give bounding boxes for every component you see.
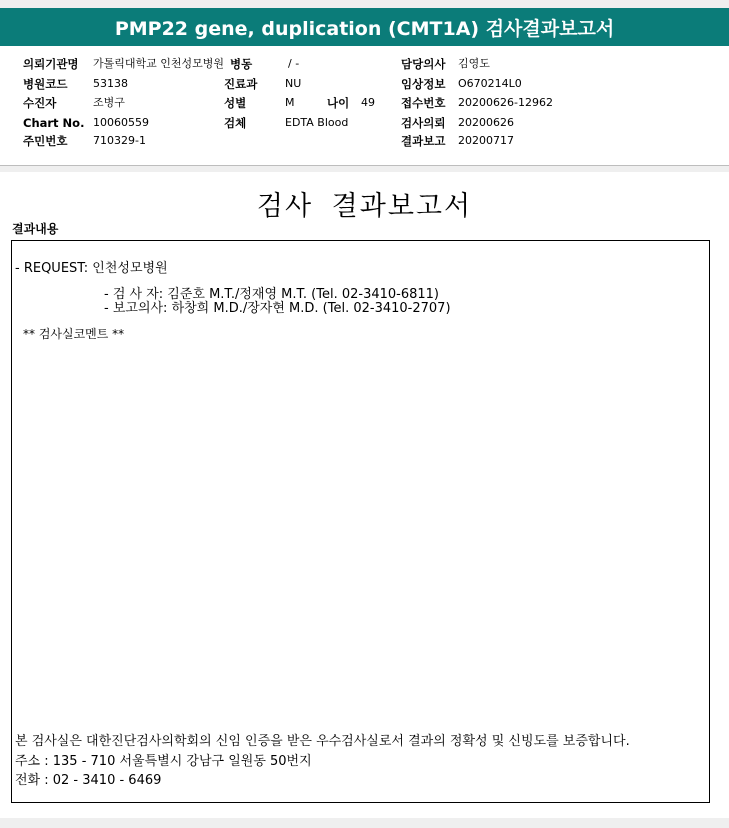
lab-phone: 전화 : 02 - 3410 - 6469 [15, 773, 162, 788]
result-section-label: 결과내용 [12, 222, 59, 236]
patient-name-value: 조병구 [93, 96, 125, 109]
report-sheet [0, 172, 729, 818]
ward-field [230, 57, 300, 72]
age-field [327, 96, 375, 111]
age-value: 49 [361, 96, 375, 109]
reporter-line: - 보고의사: 하창희 M.D./장자현 M.D. (Tel. 02-3410-2707) [104, 301, 451, 316]
request-date-label: 검사의뢰 [401, 116, 446, 130]
department-label: 진료과 [224, 77, 258, 91]
examiner-line: - 검 사 자: 김준호 M.T./정재영 M.T. (Tel. 02-3410-6811) [104, 287, 439, 302]
request-date-field [401, 116, 514, 131]
physician-value: 김영도 [458, 57, 490, 70]
clinical-info-field [401, 77, 522, 92]
institution-value: 가톨릭대학교 인천성모병원 [93, 57, 225, 70]
receipt-number-field [401, 96, 553, 111]
report-title: 검사 결과보고서 [256, 191, 473, 222]
clinical-info-label: 임상정보 [401, 77, 446, 91]
lab-comment-heading: ** 검사실코멘트 ** [23, 327, 125, 341]
patient-info-panel [0, 46, 729, 166]
chart-number-field [23, 116, 149, 131]
department-value: NU [285, 77, 302, 90]
receipt-number-label: 접수번호 [401, 96, 446, 110]
request-line: - REQUEST: 인천성모병원 [15, 261, 168, 276]
result-content-box [11, 240, 710, 803]
report-date-value: 20200717 [458, 134, 514, 147]
department-field [224, 77, 302, 92]
hospital-code-label: 병원코드 [23, 77, 68, 91]
institution-field [23, 57, 225, 72]
specimen-label: 검체 [224, 116, 247, 130]
patient-name-label: 수진자 [23, 96, 57, 110]
resident-number-label: 주민번호 [23, 134, 68, 148]
report-date-field [401, 134, 514, 149]
physician-label: 담당의사 [401, 57, 446, 71]
ward-value: / - [288, 57, 300, 70]
specimen-field [224, 116, 349, 131]
physician-field [401, 57, 490, 72]
sex-field [224, 96, 295, 111]
report-header-title: PMP22 gene, duplication (CMT1A) 검사결과보고서 [0, 8, 729, 46]
hospital-code-field [23, 77, 128, 92]
clinical-info-value: O670214L0 [458, 77, 522, 90]
resident-number-value: 710329-1 [93, 134, 146, 147]
institution-label: 의뢰기관명 [23, 57, 79, 71]
hospital-code-value: 53138 [93, 77, 128, 90]
request-date-value: 20200626 [458, 116, 514, 129]
chart-number-value: 10060559 [93, 116, 149, 129]
certification-statement: 본 검사실은 대한진단검사의학회의 신임 인증을 받은 우수검사실로서 결과의 정확성 및 신빙도를 보증합니다. [15, 734, 630, 749]
specimen-value: EDTA Blood [285, 116, 349, 129]
age-label: 나이 [327, 96, 350, 110]
sex-value: M [285, 96, 295, 109]
sex-label: 성별 [224, 96, 247, 110]
resident-number-field [23, 134, 146, 149]
report-date-label: 결과보고 [401, 134, 446, 148]
chart-number-label: Chart No. [23, 116, 85, 130]
ward-label: 병동 [230, 57, 253, 71]
receipt-number-value: 20200626-12962 [458, 96, 553, 109]
patient-name-field [23, 96, 125, 111]
lab-address: 주소 : 135 - 710 서울특별시 강남구 일원동 50번지 [15, 754, 312, 769]
